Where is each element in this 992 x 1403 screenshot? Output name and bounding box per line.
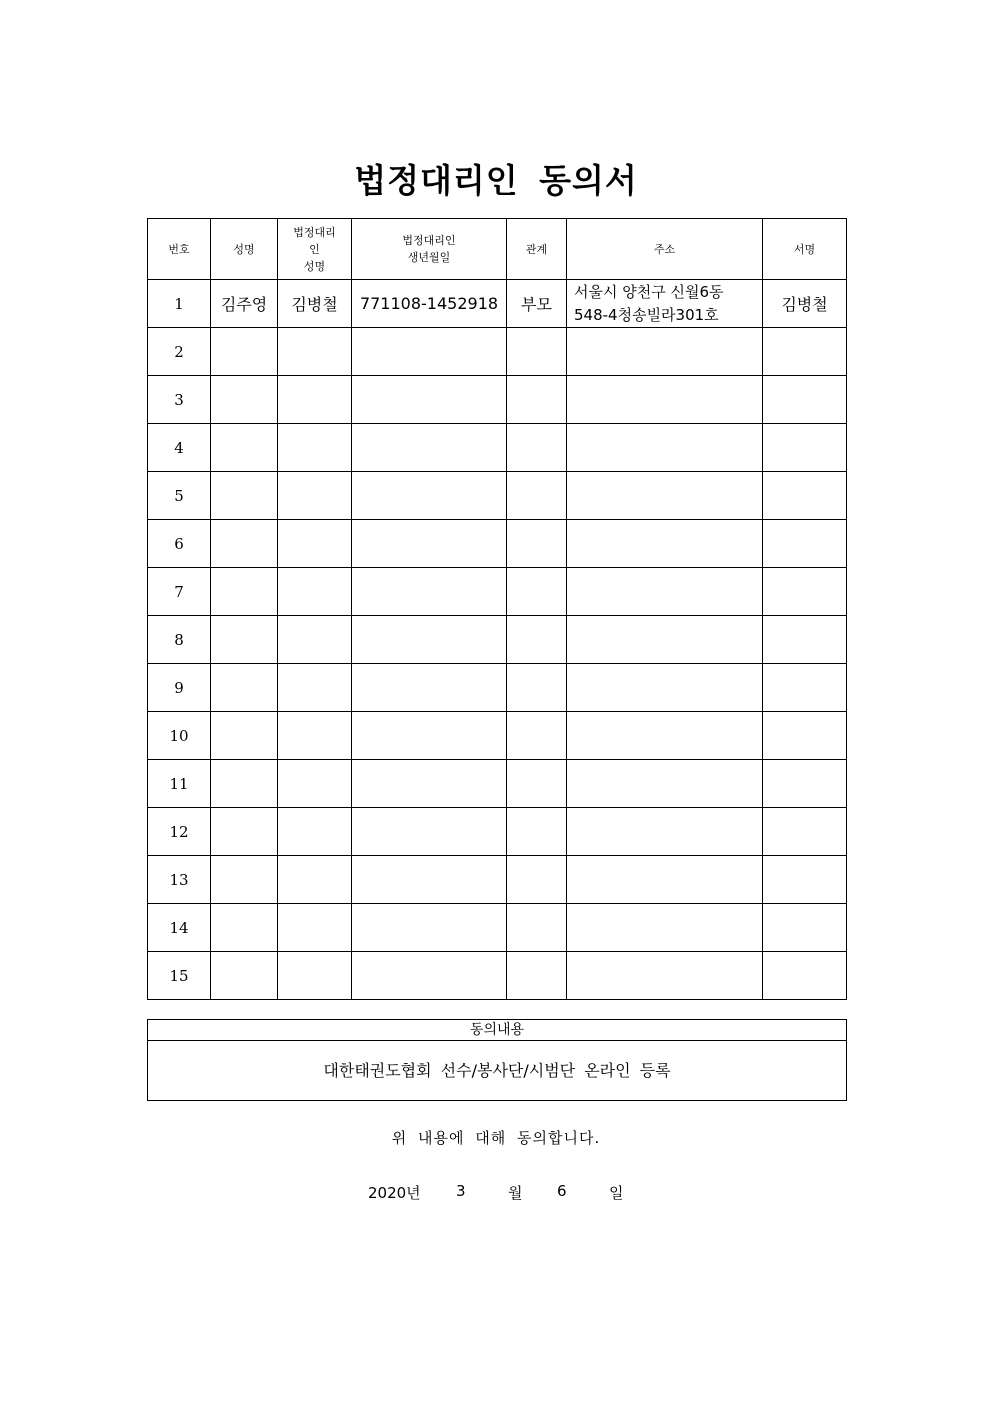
- cell-address[interactable]: [567, 952, 763, 1000]
- cell-signature[interactable]: [763, 904, 847, 952]
- cell-signature[interactable]: [763, 808, 847, 856]
- cell-signature[interactable]: [763, 664, 847, 712]
- cell-relation[interactable]: [507, 904, 567, 952]
- cell-address[interactable]: [567, 472, 763, 520]
- cell-address-line2: 548-4청송빌라301호: [574, 305, 719, 324]
- cell-guardian-birth[interactable]: [352, 616, 507, 664]
- cell-guardian-birth[interactable]: 771108-1452918: [352, 280, 507, 328]
- cell-guardian-birth[interactable]: [352, 472, 507, 520]
- document-title: 법정대리인 동의서: [354, 161, 638, 200]
- cell-guardian-name[interactable]: [278, 904, 352, 952]
- cell-guardian-name[interactable]: [278, 376, 352, 424]
- cell-guardian-birth[interactable]: [352, 520, 507, 568]
- cell-address[interactable]: [567, 712, 763, 760]
- cell-guardian-birth[interactable]: [352, 712, 507, 760]
- cell-signature[interactable]: [763, 616, 847, 664]
- cell-name[interactable]: [211, 712, 278, 760]
- table-row: [148, 280, 847, 328]
- table-row: [148, 472, 847, 520]
- cell-guardian-name[interactable]: [278, 616, 352, 664]
- cell-number: 3: [148, 376, 211, 424]
- cell-address[interactable]: [567, 856, 763, 904]
- cell-relation[interactable]: [507, 856, 567, 904]
- header-guardian-name-line3: 성명: [303, 259, 326, 273]
- cell-signature[interactable]: 김병철: [763, 280, 847, 328]
- cell-signature[interactable]: [763, 472, 847, 520]
- cell-name[interactable]: [211, 664, 278, 712]
- header-guardian-name: [278, 219, 352, 280]
- cell-signature[interactable]: [763, 328, 847, 376]
- cell-address[interactable]: [567, 568, 763, 616]
- cell-guardian-name[interactable]: [278, 808, 352, 856]
- cell-number: 11: [148, 760, 211, 808]
- cell-number: 15: [148, 952, 211, 1000]
- cell-address[interactable]: [567, 520, 763, 568]
- agreement-statement: 위 내용에 대해 동의합니다.: [391, 1129, 601, 1147]
- header-name: 성명: [211, 219, 278, 280]
- header-guardian-name-line2: 인: [309, 242, 320, 256]
- cell-relation[interactable]: [507, 568, 567, 616]
- cell-name[interactable]: [211, 328, 278, 376]
- cell-relation[interactable]: [507, 712, 567, 760]
- cell-name[interactable]: [211, 616, 278, 664]
- table-row: [148, 616, 847, 664]
- cell-number: 2: [148, 328, 211, 376]
- header-signature: 서명: [763, 219, 847, 280]
- cell-name[interactable]: [211, 952, 278, 1000]
- cell-address[interactable]: [567, 376, 763, 424]
- cell-name[interactable]: [211, 568, 278, 616]
- table-row: [148, 568, 847, 616]
- consent-content-text: 대한태권도협회 선수/봉사단/시범단 온라인 등록: [323, 1061, 671, 1080]
- cell-number: 7: [148, 568, 211, 616]
- cell-guardian-name[interactable]: 김병철: [278, 280, 352, 328]
- date-day[interactable]: 6: [557, 1182, 567, 1200]
- cell-signature[interactable]: [763, 376, 847, 424]
- cell-number: 1: [148, 280, 211, 328]
- header-guardian-name-line1: 법정대리: [293, 225, 336, 239]
- cell-guardian-birth[interactable]: [352, 568, 507, 616]
- cell-name[interactable]: [211, 424, 278, 472]
- cell-number: 13: [148, 856, 211, 904]
- table-row: [148, 664, 847, 712]
- cell-number: 6: [148, 520, 211, 568]
- cell-guardian-birth[interactable]: [352, 904, 507, 952]
- cell-number: 14: [148, 904, 211, 952]
- cell-number: 4: [148, 424, 211, 472]
- cell-address[interactable]: [567, 664, 763, 712]
- cell-signature[interactable]: [763, 712, 847, 760]
- header-relation: 관계: [507, 219, 567, 280]
- cell-signature[interactable]: [763, 520, 847, 568]
- cell-relation[interactable]: [507, 760, 567, 808]
- cell-number: 9: [148, 664, 211, 712]
- cell-guardian-birth[interactable]: [352, 376, 507, 424]
- cell-number: 8: [148, 616, 211, 664]
- cell-guardian-name[interactable]: [278, 760, 352, 808]
- cell-name[interactable]: [211, 760, 278, 808]
- header-address: 주소: [567, 219, 763, 280]
- cell-relation[interactable]: [507, 664, 567, 712]
- consent-content-box: [147, 1019, 847, 1101]
- cell-address[interactable]: [567, 328, 763, 376]
- cell-guardian-birth[interactable]: [352, 424, 507, 472]
- cell-signature[interactable]: [763, 952, 847, 1000]
- cell-guardian-name[interactable]: [278, 952, 352, 1000]
- cell-address[interactable]: [567, 424, 763, 472]
- cell-guardian-name[interactable]: [278, 856, 352, 904]
- table-row: [148, 520, 847, 568]
- cell-name[interactable]: [211, 856, 278, 904]
- cell-signature[interactable]: [763, 856, 847, 904]
- cell-guardian-name[interactable]: [278, 664, 352, 712]
- header-guardian-birth-line2: 생년월일: [407, 251, 451, 264]
- table-row: [148, 424, 847, 472]
- cell-address[interactable]: [567, 904, 763, 952]
- header-guardian-birth: [352, 219, 507, 280]
- cell-guardian-birth[interactable]: [352, 808, 507, 856]
- date-year[interactable]: 2020년: [368, 1184, 421, 1202]
- table-row: [148, 856, 847, 904]
- cell-address[interactable]: [567, 760, 763, 808]
- cell-guardian-birth[interactable]: [352, 328, 507, 376]
- cell-relation[interactable]: [507, 328, 567, 376]
- header-number: 번호: [148, 219, 211, 280]
- table-header-row: [148, 219, 847, 280]
- date-month-unit: 월: [508, 1184, 523, 1202]
- cell-name[interactable]: [211, 376, 278, 424]
- cell-address[interactable]: [567, 280, 763, 328]
- consent-content-header: 동의내용: [148, 1020, 846, 1041]
- header-guardian-birth-line1: 법정대리인: [402, 234, 456, 247]
- table-row: [148, 328, 847, 376]
- cell-signature[interactable]: [763, 568, 847, 616]
- table-row: [148, 760, 847, 808]
- cell-relation[interactable]: [507, 520, 567, 568]
- table-row: [148, 904, 847, 952]
- cell-signature[interactable]: [763, 760, 847, 808]
- cell-guardian-birth[interactable]: [352, 952, 507, 1000]
- cell-guardian-name[interactable]: [278, 472, 352, 520]
- cell-relation[interactable]: [507, 376, 567, 424]
- cell-signature[interactable]: [763, 424, 847, 472]
- cell-name[interactable]: 김주영: [211, 280, 278, 328]
- table-row: [148, 808, 847, 856]
- cell-address-line1: 서울시 양천구 신월6동: [574, 282, 724, 301]
- cell-guardian-name[interactable]: [278, 712, 352, 760]
- cell-address[interactable]: [567, 808, 763, 856]
- cell-relation[interactable]: [507, 616, 567, 664]
- cell-name[interactable]: [211, 520, 278, 568]
- table-row: [148, 376, 847, 424]
- cell-guardian-birth[interactable]: [352, 664, 507, 712]
- cell-number: 12: [148, 808, 211, 856]
- cell-address[interactable]: [567, 616, 763, 664]
- cell-number: 5: [148, 472, 211, 520]
- cell-guardian-name[interactable]: [278, 328, 352, 376]
- cell-guardian-name[interactable]: [278, 424, 352, 472]
- cell-name[interactable]: [211, 904, 278, 952]
- cell-relation[interactable]: [507, 424, 567, 472]
- cell-guardian-name[interactable]: [278, 568, 352, 616]
- date-day-unit: 일: [609, 1184, 624, 1202]
- table-row: [148, 712, 847, 760]
- table-row: [148, 952, 847, 1000]
- cell-name[interactable]: [211, 808, 278, 856]
- cell-relation[interactable]: [507, 472, 567, 520]
- cell-guardian-birth[interactable]: [352, 856, 507, 904]
- date-month[interactable]: 3: [456, 1182, 466, 1200]
- cell-relation[interactable]: 부모: [507, 280, 567, 328]
- cell-guardian-birth[interactable]: [352, 760, 507, 808]
- cell-number: 10: [148, 712, 211, 760]
- cell-relation[interactable]: [507, 808, 567, 856]
- cell-guardian-name[interactable]: [278, 520, 352, 568]
- cell-name[interactable]: [211, 472, 278, 520]
- cell-relation[interactable]: [507, 952, 567, 1000]
- guardian-consent-table: [147, 218, 847, 1000]
